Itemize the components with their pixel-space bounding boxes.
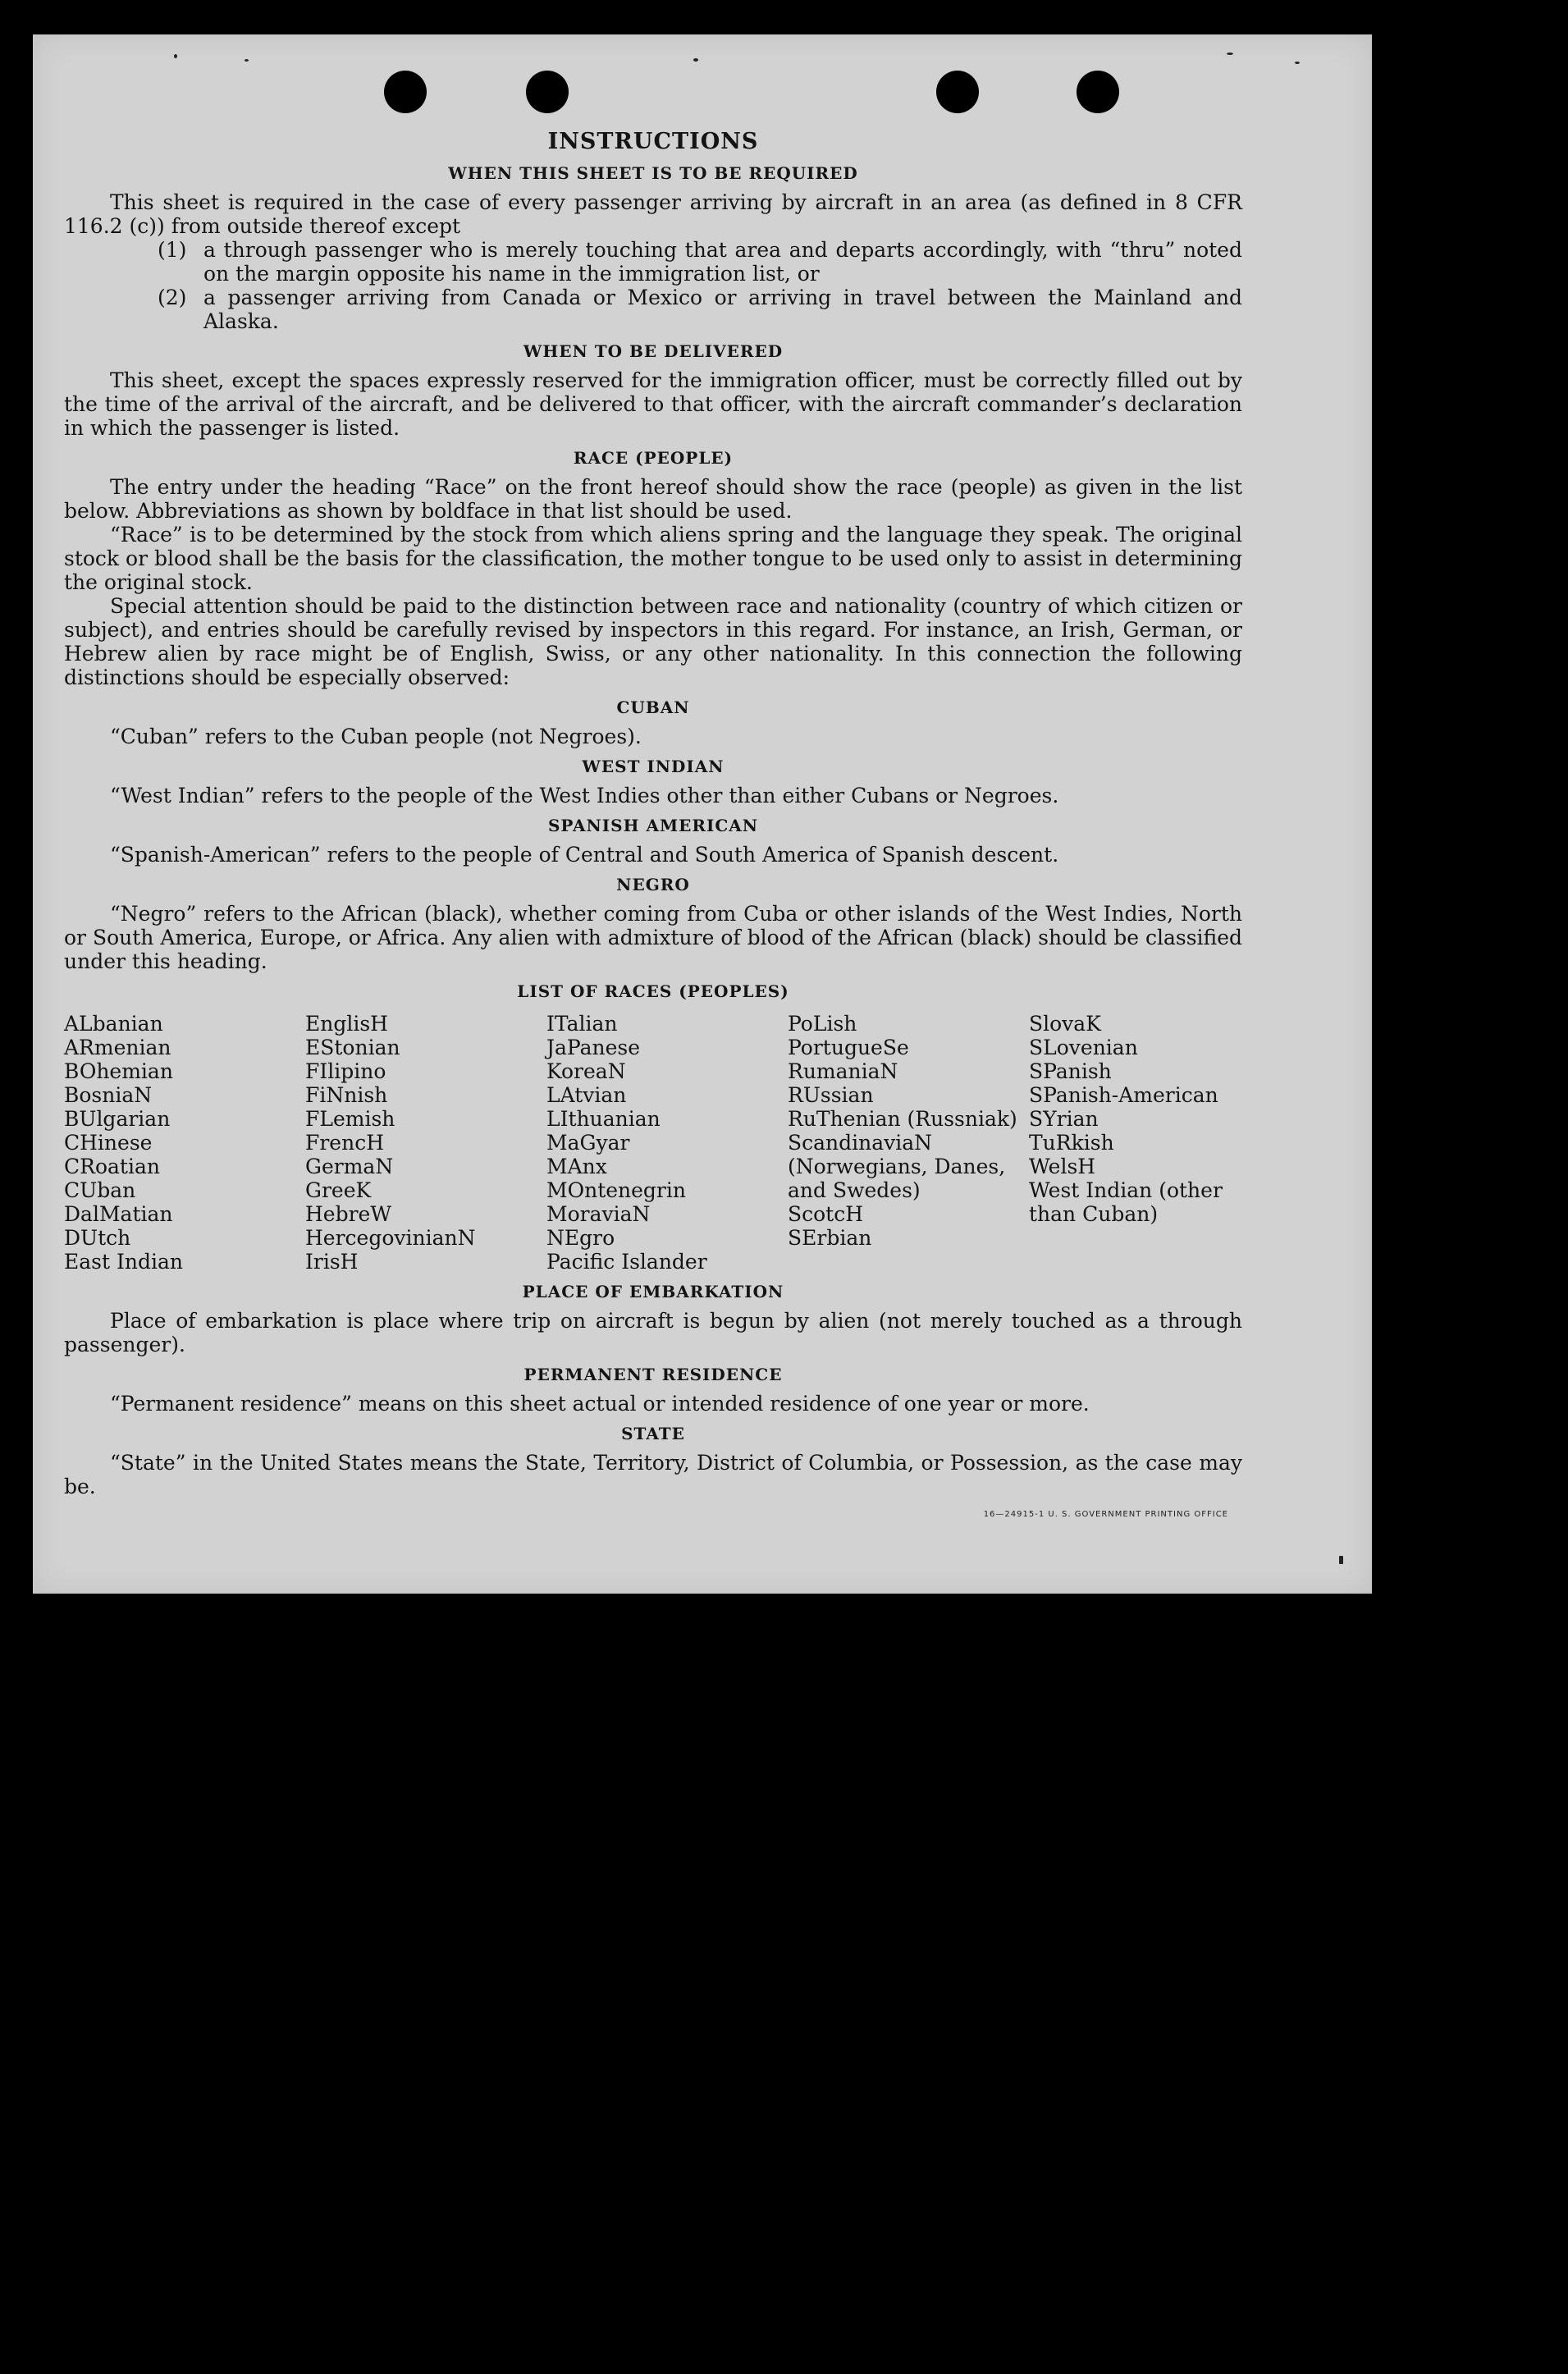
clause-text: a through passenger who is merely touching that area and departs accordingly, with “thru” noted on the margin opposite his name in the immigration list, or xyxy=(203,238,1242,286)
race-list-item: EStonian xyxy=(305,1036,400,1059)
when-required-intro: This sheet is required in the case of every passenger arriving by aircraft in an area (as defined in 8 CFR 116.2 (c)) from outside thereof except xyxy=(64,190,1242,238)
residence-text: “Permanent residence” means on this sheet actual or intended residence of one year or more. xyxy=(110,1392,1090,1416)
race-list-column xyxy=(546,1012,788,1274)
race-list-item: RUssian xyxy=(788,1083,874,1107)
race-list-item: MOntenegrin xyxy=(546,1178,686,1202)
section-heading-residence: PERMANENT RESIDENCE xyxy=(523,1365,783,1384)
race-list-item: ITalian xyxy=(546,1012,618,1036)
clause-number: (2) xyxy=(158,286,187,309)
race-list-table xyxy=(64,1012,1242,1274)
section-heading-negro: NEGRO xyxy=(616,875,690,894)
race-list-item: SPanish-American xyxy=(1029,1083,1218,1107)
race-list-item: IrisH xyxy=(305,1250,359,1274)
race-list-item: FIlipino xyxy=(305,1059,386,1083)
race-paragraph: “Race” is to be determined by the stock from which aliens spring and the language they speak. The original stock or blood shall be the basis for the classification, the mother tongue to be used only to assist in determining the original stock. xyxy=(64,523,1242,594)
document-page xyxy=(33,34,1372,1594)
race-list-item: HebreW xyxy=(305,1202,392,1226)
race-list-item: Pacific Islander xyxy=(546,1250,707,1274)
cuban-text: “Cuban” refers to the Cuban people (not Negroes). xyxy=(110,725,642,748)
exception-clauses xyxy=(64,238,1242,333)
race-list-item: LAtvian xyxy=(546,1083,627,1107)
instructions-content xyxy=(64,130,1242,1498)
clause-text: a passenger arriving from Canada or Mexico or arriving in travel between the Mainland and Alaska. xyxy=(203,286,1242,333)
race-list-item: WelsH xyxy=(1029,1155,1096,1178)
race-list-item: SLovenian xyxy=(1029,1036,1138,1059)
race-list-item: FLemish xyxy=(305,1107,395,1131)
race-list-item: SErbian xyxy=(788,1226,872,1250)
punch-hole xyxy=(384,71,427,113)
race-list-item: NEgro xyxy=(546,1226,615,1250)
west-indian-text: “West Indian” refers to the people of the West Indies other than either Cubans or Negroes. xyxy=(110,784,1059,807)
race-list-item: RuThenian (Russniak) xyxy=(788,1107,1017,1131)
race-list-item: GermaN xyxy=(305,1155,394,1178)
when-delivered-text: This sheet, except the spaces expressly reserved for the immigration officer, must be correctly filled out by the time of the arrival of the aircraft, and be delivered to that officer, with the aircraft commander’s declaration in which the passenger is listed. xyxy=(64,368,1242,440)
race-list-column xyxy=(305,1012,546,1274)
race-list-item: FrencH xyxy=(305,1131,384,1155)
race-list-item: CUban xyxy=(64,1178,136,1202)
section-heading-when-required: WHEN THIS SHEET IS TO BE REQUIRED xyxy=(448,163,858,183)
race-list-item: SlovaK xyxy=(1029,1012,1101,1036)
race-list-item: PoLish xyxy=(788,1012,857,1036)
state-text: “State” in the United States means the State, Territory, District of Columbia, or Possession, as the case may be. xyxy=(64,1451,1242,1498)
race-list-item: DUtch xyxy=(64,1226,131,1250)
race-list-item: HercegovinianN xyxy=(305,1226,476,1250)
race-paragraph: The entry under the heading “Race” on the front hereof should show the race (people) as given in the list below. Abbreviations as shown by boldface in that list should be used. xyxy=(64,475,1242,523)
race-list-item: PortugueSe xyxy=(788,1036,909,1059)
race-list-item: BOhemian xyxy=(64,1059,173,1083)
section-heading-state: STATE xyxy=(621,1424,685,1443)
race-list-item: MaGyar xyxy=(546,1131,630,1155)
clause-number: (1) xyxy=(158,238,187,262)
race-list-column xyxy=(64,1012,305,1274)
race-paragraph: Special attention should be paid to the distinction between race and nationality (country of which citizen or subject), and entries should be carefully revised by inspectors in this regard. For instance, an Irish, German, or Hebrew alien by race might be of English, Swiss, or any other nationality. In this connection the following distinctions should be especially observed: xyxy=(64,594,1242,689)
section-heading-west-indian: WEST INDIAN xyxy=(582,757,725,776)
race-list-item: KoreaN xyxy=(546,1059,626,1083)
exception-clause xyxy=(64,238,1242,286)
race-list-item: BUlgarian xyxy=(64,1107,171,1131)
spanish-american-text: “Spanish-American” refers to the people of Central and South America of Spanish descent. xyxy=(110,843,1059,867)
race-list-item: SPanish xyxy=(1029,1059,1112,1083)
section-heading-when-delivered: WHEN TO BE DELIVERED xyxy=(523,341,784,361)
section-heading-embarkation: PLACE OF EMBARKATION xyxy=(522,1282,784,1301)
negro-text: “Negro” refers to the African (black), whether coming from Cuba or other islands of the West Indies, North or South America, Europe, or Africa. Any alien with admixture of blood of the African (black) should be classified under this heading. xyxy=(64,902,1242,973)
race-list-item: ScandinaviaN (Norwegians, Danes, and Swedes) xyxy=(788,1131,1006,1202)
section-heading-cuban: CUBAN xyxy=(616,698,690,717)
race-list-item: FiNnish xyxy=(305,1083,388,1107)
race-list-column xyxy=(788,1012,1029,1274)
race-list-item: RumaniaN xyxy=(788,1059,898,1083)
race-list-item: CHinese xyxy=(64,1131,153,1155)
race-list-item: BosniaN xyxy=(64,1083,153,1107)
race-list-item: SYrian xyxy=(1029,1107,1099,1131)
race-list-item: MoraviaN xyxy=(546,1202,651,1226)
race-list-item: CRoatian xyxy=(64,1155,160,1178)
page-title: INSTRUCTIONS xyxy=(547,129,759,154)
race-list-item: ScotcH xyxy=(788,1202,864,1226)
race-list-item: TuRkish xyxy=(1029,1131,1114,1155)
race-list-item: LIthuanian xyxy=(546,1107,661,1131)
embarkation-text: Place of embarkation is place where trip on aircraft is begun by alien (not merely touched as a through passenger). xyxy=(64,1309,1242,1356)
exception-clause xyxy=(64,286,1242,333)
punch-hole xyxy=(526,71,569,113)
race-list-item: GreeK xyxy=(305,1178,372,1202)
race-list-item: ARmenian xyxy=(64,1036,171,1059)
race-list-item: ALbanian xyxy=(64,1012,163,1036)
punch-hole xyxy=(1077,71,1119,113)
race-list-item: East Indian xyxy=(64,1250,183,1274)
punch-hole xyxy=(936,71,979,113)
race-list-item: West Indian (other than Cuban) xyxy=(1029,1178,1223,1226)
section-heading-spanish-american: SPANISH AMERICAN xyxy=(547,816,759,835)
race-list-item: DalMatian xyxy=(64,1202,173,1226)
printing-office-note: 16—24915-1 U. S. GOVERNMENT PRINTING OFFICE xyxy=(983,1510,1228,1519)
section-heading-race: RACE (PEOPLE) xyxy=(573,448,734,468)
race-list-column xyxy=(1029,1012,1242,1274)
race-list-item: EnglisH xyxy=(305,1012,388,1036)
section-heading-list-of-races: LIST OF RACES (PEOPLES) xyxy=(517,981,789,1001)
race-list-item: MAnx xyxy=(546,1155,607,1178)
race-list-item: JaPanese xyxy=(546,1036,641,1059)
